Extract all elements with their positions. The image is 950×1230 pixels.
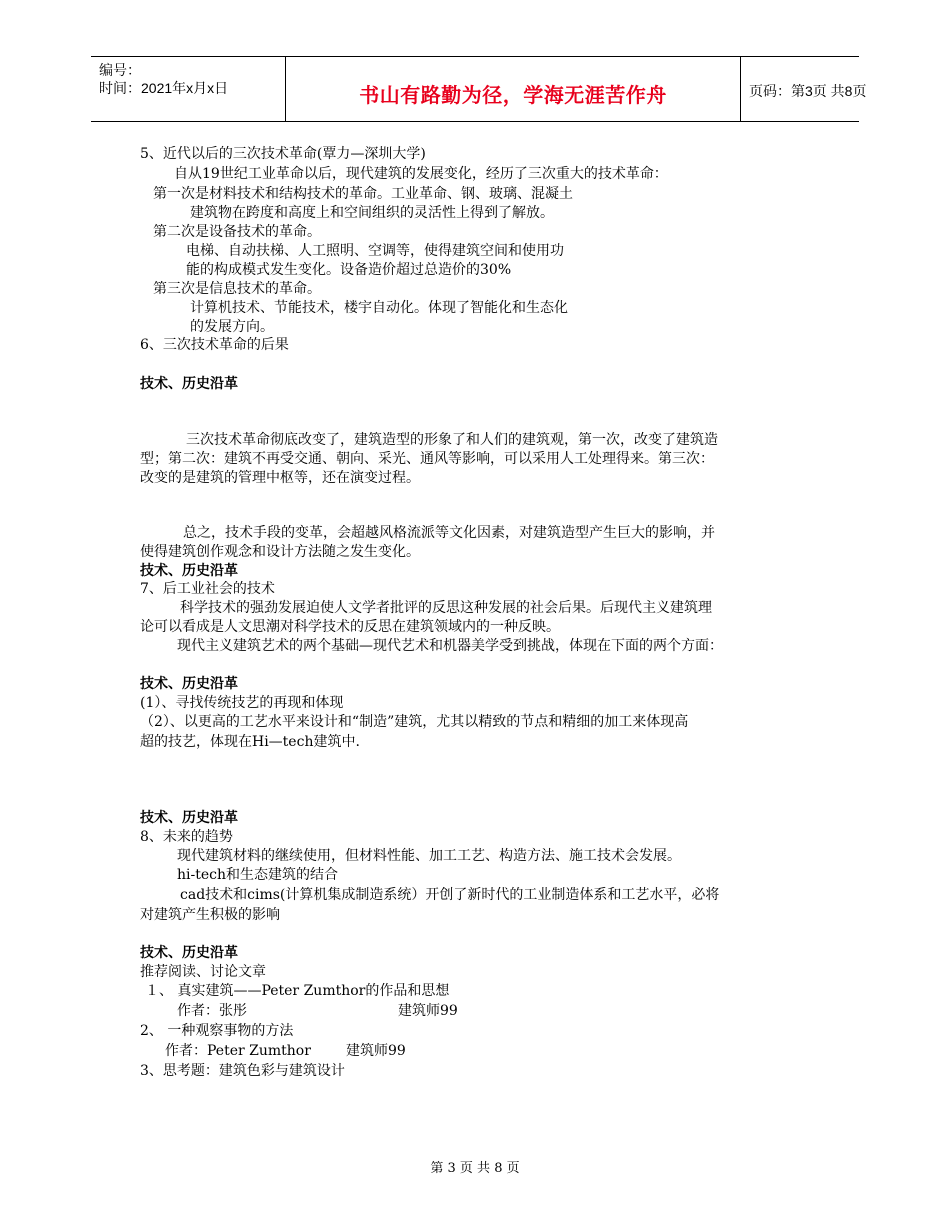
subheading: 技术、历史沿革: [140, 676, 238, 692]
paragraph-line: 自从19世纪工业革命以后，现代建筑的发展变化，经历了三次重大的技术革命：: [174, 166, 668, 182]
reading-source: 建筑师99: [346, 1043, 406, 1059]
date-label: 时间：2021年x月x日: [99, 80, 229, 96]
paragraph-line: 论可以看成是人文思潮对科学技术的反思在建筑领域内的一种反映。: [140, 619, 560, 635]
reading-author: 作者：Peter Zumthor: [165, 1043, 311, 1059]
paragraph-line: hi-tech和生态建筑的结合: [177, 867, 338, 883]
subheading: 技术、历史沿革: [140, 376, 238, 392]
paragraph-line: 建筑物在跨度和高度上和空间组织的灵活性上得到了解放。: [190, 205, 554, 221]
paragraph-line: 使得建筑创作观念和设计方法随之发生变化。: [140, 544, 420, 560]
paragraph-line: cad技术和cims(计算机集成制造系统）开创了新时代的工业制造体系和工艺水平，必将: [180, 887, 720, 903]
paragraph-line: 科学技术的强劲发展迫使人文学者批评的反思这种发展的社会后果。后现代主义建筑理: [180, 600, 712, 616]
section-8-heading: 8、未来的趋势: [140, 829, 233, 845]
section-5-heading: 5、近代以后的三次技术革命(覃力—深圳大学): [140, 146, 426, 162]
paragraph-line: 型；第二次：建筑不再受交通、朝向、采光、通风等影响，可以采用人工处理得来。第三次：: [140, 451, 714, 467]
header-motto-cell: [286, 57, 741, 121]
subheading: 技术、历史沿革: [140, 810, 238, 826]
reading-author: 作者：张彤: [177, 1003, 247, 1019]
subheading: 技术、历史沿革: [140, 563, 238, 579]
list-item: (1）、寻找传统技艺的再现和体现: [140, 695, 344, 711]
paragraph-line: 三次技术革命彻底改变了，建筑造型的形象了和人们的建筑观，第一次，改变了建筑造: [186, 432, 718, 448]
reading-list-heading: 推荐阅读、讨论文章: [140, 964, 266, 980]
paragraph-line: 电梯、自动扶梯、人工照明、空调等，使得建筑空间和使用功: [186, 243, 564, 259]
paragraph-line: 能的构成模式发生变化。设备造价超过总造价的30%: [186, 262, 512, 278]
section-7-heading: 7、后工业社会的技术: [140, 581, 275, 597]
header-meta-cell: [91, 57, 286, 121]
paragraph-line: 对建筑产生积极的影响: [140, 907, 280, 923]
paragraph-line: 的发展方向。: [190, 319, 274, 335]
paragraph-line: 第一次是材料技术和结构技术的革命。工业革命、钢、玻璃、混凝土: [153, 186, 573, 202]
paragraph-line: 第二次是设备技术的革命。: [153, 224, 321, 240]
document-header: [91, 56, 867, 122]
reading-item: 2、 一种观察事物的方法: [140, 1023, 294, 1039]
paragraph-line: 计算机技术、节能技术，楼宇自动化。体现了智能化和生态化: [190, 300, 568, 316]
paragraph-line: 总之，技术手段的变革，会超越风格流派等文化因素，对建筑造型产生巨大的影响，并: [183, 525, 715, 541]
paragraph-line: 超的技艺，体现在Hi—tech建筑中.: [140, 734, 360, 750]
reading-item: １、 真实建筑——Peter Zumthor的作品和思想: [145, 983, 450, 999]
paragraph-line: 第三次是信息技术的革命。: [153, 281, 321, 297]
subheading: 技术、历史沿革: [140, 945, 238, 961]
reading-source: 建筑师99: [398, 1003, 458, 1019]
motto: 书山有路勤为径，学海无涯苦作舟: [359, 83, 667, 107]
page-footer: 第 3 页 共 8 页: [430, 1161, 520, 1176]
paragraph-line: 现代建筑材料的继续使用，但材料性能、加工工艺、构造方法、施工技术会发展。: [177, 848, 681, 864]
section-6-heading: 6、三次技术革命的后果: [140, 337, 289, 353]
paragraph-line: 现代主义建筑艺术的两个基础—现代艺术和机器美学受到挑战，体现在下面的两个方面：: [177, 638, 723, 654]
page-info: 页码：第3页 共8页: [749, 83, 867, 99]
paragraph-line: 改变的是建筑的管理中枢等，还在演变过程。: [140, 470, 420, 486]
list-item: （2）、以更高的工艺水平来设计和“制造”建筑，尤其以精致的节点和精细的加工来体现高: [140, 714, 689, 730]
code-label: 编号：: [99, 62, 141, 78]
question-line: 3、思考题：建筑色彩与建筑设计: [140, 1063, 345, 1079]
header-page-cell: [741, 57, 867, 121]
